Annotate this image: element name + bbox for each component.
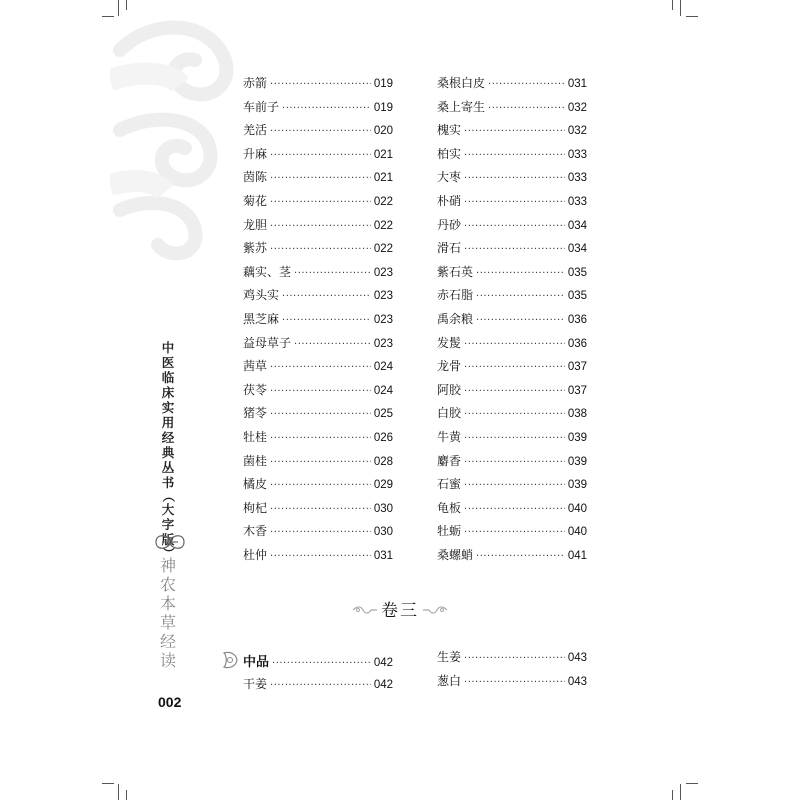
toc-entry-page: 030 xyxy=(373,502,393,515)
dot-leader xyxy=(464,173,565,184)
toc-entry-name: 紫苏 xyxy=(243,241,268,256)
crop-mark-top-right-v2 xyxy=(672,0,673,10)
toc-entry xyxy=(437,216,587,240)
toc-entry-name: 石蜜 xyxy=(437,477,462,492)
toc-entry-page: 024 xyxy=(373,384,393,397)
toc-entry-page: 028 xyxy=(373,455,393,468)
dot-leader xyxy=(476,268,565,279)
dot-leader xyxy=(464,197,565,208)
dot-leader xyxy=(270,150,371,161)
dot-leader xyxy=(464,126,565,137)
crop-mark-top-right-h xyxy=(686,16,698,17)
toc-entry-name: 干姜 xyxy=(243,676,268,691)
crop-mark-bottom-left-v xyxy=(118,784,119,800)
book-title xyxy=(157,556,179,670)
toc-entry-page: 019 xyxy=(373,78,393,90)
toc-entry-name: 猪苓 xyxy=(243,406,268,421)
toc-entry-name: 紫石英 xyxy=(437,264,474,279)
toc-entry-name: 丹砂 xyxy=(437,217,462,232)
toc-entry-name: 禹余粮 xyxy=(437,311,474,326)
series-char: 实 xyxy=(161,400,175,415)
toc-entry-name: 鸡头实 xyxy=(243,288,280,303)
toc-entry-name: 发髲 xyxy=(437,335,462,350)
toc-entry-page: 041 xyxy=(567,549,587,562)
toc-entry-name: 橘皮 xyxy=(243,477,268,492)
toc-entry-page: 037 xyxy=(567,361,587,374)
toc-entry-name: 牡蛎 xyxy=(437,524,462,539)
toc-entry-page: 043 xyxy=(567,675,587,688)
toc-entry xyxy=(243,499,393,523)
toc-entry-name: 茯苓 xyxy=(243,382,268,397)
toc-entry-page: 032 xyxy=(567,101,587,114)
dot-leader xyxy=(270,409,371,420)
dot-leader xyxy=(476,551,565,562)
toc-entry-page: 033 xyxy=(567,195,587,208)
section-heading xyxy=(340,596,460,620)
toc-entry-name: 茜草 xyxy=(243,359,268,374)
dot-leader xyxy=(464,386,565,397)
toc-entry-page: 020 xyxy=(373,125,393,138)
toc-entry-page: 029 xyxy=(373,479,393,492)
toc-entry-name: 滑石 xyxy=(437,241,462,256)
scroll-ornament-right xyxy=(422,605,448,615)
toc-entry-page: 023 xyxy=(373,266,393,279)
toc-entry xyxy=(437,74,587,98)
dot-leader xyxy=(476,315,565,326)
toc-entry-name: 牡桂 xyxy=(243,429,268,444)
toc-entry-page: 039 xyxy=(567,455,587,468)
toc-entry-page: 033 xyxy=(567,172,587,185)
toc-entry-page: 042 xyxy=(373,678,393,691)
dot-leader xyxy=(464,409,565,420)
toc-entry-page: 023 xyxy=(373,337,393,350)
toc-entry xyxy=(243,98,393,122)
series-title xyxy=(157,340,179,559)
toc-entry xyxy=(243,357,393,381)
dot-leader xyxy=(464,244,565,255)
toc-entry xyxy=(243,651,393,675)
toc-entry xyxy=(437,121,587,145)
toc-entry xyxy=(437,357,587,381)
crop-mark-top-left-v2 xyxy=(126,0,127,10)
toc-entry xyxy=(437,404,587,428)
toc-entry-name: 柏实 xyxy=(437,146,462,161)
dot-leader xyxy=(464,362,565,373)
toc-entry-page: 022 xyxy=(373,219,393,232)
toc-entry-name: 木香 xyxy=(243,524,268,539)
toc-entry xyxy=(243,310,393,334)
toc-entry-name: 龙胆 xyxy=(243,217,268,232)
toc-entry xyxy=(437,192,587,216)
toc-entry xyxy=(243,286,393,310)
series-subtitle-char: 字 xyxy=(161,517,175,532)
page-number: 002 xyxy=(158,694,182,710)
toc-entry xyxy=(437,239,587,263)
dot-leader xyxy=(270,551,371,562)
dot-leader xyxy=(464,527,565,538)
toc-entry xyxy=(243,145,393,169)
toc-entry-page: 039 xyxy=(567,479,587,492)
toc-entry-name: 黑芝麻 xyxy=(243,311,280,326)
section-left-column xyxy=(243,651,393,698)
toc-entry-page: 040 xyxy=(567,502,587,515)
dot-leader xyxy=(270,362,371,373)
toc-entry-page: 032 xyxy=(567,125,587,138)
toc-entry-name: 麝香 xyxy=(437,453,462,468)
toc-entry-name: 茵陈 xyxy=(243,170,268,185)
dot-leader xyxy=(464,653,565,664)
toc-entry-name: 桑螺蛸 xyxy=(437,547,474,562)
toc-entry xyxy=(243,239,393,263)
toc-entry-page: 042 xyxy=(373,657,393,669)
series-char: 床 xyxy=(161,385,175,400)
toc-entry-page: 025 xyxy=(373,408,393,421)
dot-leader xyxy=(464,150,565,161)
dot-leader xyxy=(294,268,371,279)
toc-entry xyxy=(437,98,587,122)
dot-leader xyxy=(282,291,371,302)
book-title-char: 农 xyxy=(159,575,176,594)
crop-mark-bottom-left-v2 xyxy=(126,790,127,800)
toc-entry-page: 021 xyxy=(373,148,393,161)
toc-entry-name: 阿胶 xyxy=(437,382,462,397)
dot-leader xyxy=(464,457,565,468)
dot-leader xyxy=(270,504,371,515)
series-char: 临 xyxy=(161,370,175,385)
toc-entry xyxy=(437,168,587,192)
toc-entry xyxy=(243,192,393,216)
dot-leader xyxy=(270,221,371,232)
toc-entry xyxy=(437,546,587,570)
toc-entry-page: 019 xyxy=(373,101,393,114)
toc-entry-name: 赤石脂 xyxy=(437,288,474,303)
knot-ornament xyxy=(152,530,188,554)
series-paren-open: （ xyxy=(161,489,176,503)
toc-entry-name: 车前子 xyxy=(243,99,280,114)
section-heading-text: 卷三 xyxy=(381,601,419,621)
book-title-char: 本 xyxy=(159,594,176,613)
toc-entry xyxy=(243,522,393,546)
toc-entry xyxy=(243,381,393,405)
toc-entry-page: 030 xyxy=(373,526,393,539)
crop-mark-top-right-v xyxy=(680,0,681,16)
dot-leader xyxy=(270,680,371,691)
toc-entry-page: 035 xyxy=(567,290,587,303)
toc-entry xyxy=(243,168,393,192)
toc-entry-name: 桑根白皮 xyxy=(437,76,486,90)
toc-entry-name: 菌桂 xyxy=(243,453,268,468)
book-title-char: 草 xyxy=(159,613,176,632)
dot-leader xyxy=(270,173,371,184)
toc-entry-page: 024 xyxy=(373,361,393,374)
toc-entry-name: 藕实、茎 xyxy=(243,264,292,279)
toc-entry xyxy=(243,452,393,476)
toc-entry-page: 031 xyxy=(373,549,393,562)
toc-entry xyxy=(243,475,393,499)
toc-entry xyxy=(437,648,587,672)
dot-leader xyxy=(464,433,565,444)
toc-entry-page: 023 xyxy=(373,313,393,326)
toc-entry-page: 022 xyxy=(373,195,393,208)
toc-entry xyxy=(437,334,587,358)
toc-entry-name: 龟板 xyxy=(437,500,462,515)
book-title-char: 读 xyxy=(159,651,176,670)
dot-leader xyxy=(270,126,371,137)
toc-entry-name: 葱白 xyxy=(437,673,462,688)
grade-emblem-icon xyxy=(221,651,239,669)
series-paren-close: ） xyxy=(161,546,176,560)
series-char: 书 xyxy=(161,475,175,490)
crop-mark-bottom-right-v xyxy=(680,784,681,800)
toc-entry-page: 037 xyxy=(567,384,587,397)
toc-entry xyxy=(437,381,587,405)
toc-entry xyxy=(437,522,587,546)
dot-leader xyxy=(476,291,565,302)
crop-mark-bottom-left-h xyxy=(102,783,114,784)
toc-entry-page: 036 xyxy=(567,337,587,350)
dot-leader xyxy=(488,103,565,114)
dot-leader xyxy=(270,433,371,444)
toc-right-column xyxy=(437,74,587,569)
toc-entry-page: 036 xyxy=(567,313,587,326)
dot-leader xyxy=(488,79,565,90)
toc-entry-name: 羌活 xyxy=(243,123,268,138)
dot-leader xyxy=(282,103,371,114)
toc-entry xyxy=(437,452,587,476)
toc-entry-name: 菊花 xyxy=(243,193,268,208)
dot-leader xyxy=(282,315,371,326)
dot-leader xyxy=(272,658,371,669)
toc-entry xyxy=(437,672,587,696)
toc-entry-name: 杜仲 xyxy=(243,547,268,562)
toc-left-column xyxy=(243,74,393,569)
toc-entry xyxy=(243,263,393,287)
toc-entry-page: 043 xyxy=(567,652,587,664)
toc-entry-name: 赤箭 xyxy=(243,76,268,90)
toc-entry-page: 023 xyxy=(373,290,393,303)
dot-leader xyxy=(270,480,371,491)
toc-entry-name: 桑上寄生 xyxy=(437,99,486,114)
series-char: 医 xyxy=(161,355,175,370)
series-char: 中 xyxy=(161,340,175,355)
toc-entry-page: 031 xyxy=(567,78,587,90)
series-char: 用 xyxy=(161,415,175,430)
toc-entry xyxy=(437,286,587,310)
toc-entry xyxy=(243,404,393,428)
toc-entry-page: 026 xyxy=(373,431,393,444)
toc-entry-name: 升麻 xyxy=(243,146,268,161)
toc-entry xyxy=(243,334,393,358)
crop-mark-bottom-right-h xyxy=(686,783,698,784)
crop-mark-bottom-right-v2 xyxy=(672,790,673,800)
dot-leader xyxy=(464,504,565,515)
toc-entry-name: 牛黄 xyxy=(437,429,462,444)
toc-entry-name: 益母草子 xyxy=(243,335,292,350)
toc-entry xyxy=(243,74,393,98)
toc-entry xyxy=(437,428,587,452)
toc-entry-name: 中品 xyxy=(243,655,270,670)
toc-entry-page: 035 xyxy=(567,266,587,279)
dot-leader xyxy=(464,221,565,232)
toc-entry-name: 龙骨 xyxy=(437,359,462,374)
series-subtitle-char: 大 xyxy=(161,502,175,517)
dot-leader xyxy=(464,677,565,688)
toc-entry-page: 039 xyxy=(567,431,587,444)
cloud-ornament xyxy=(110,10,260,270)
section-right-column xyxy=(437,648,587,695)
dot-leader xyxy=(270,244,371,255)
toc-entry xyxy=(243,546,393,570)
toc-entry xyxy=(243,428,393,452)
toc-entry xyxy=(437,145,587,169)
dot-leader xyxy=(270,197,371,208)
toc-entry-page: 034 xyxy=(567,243,587,256)
series-char: 丛 xyxy=(161,460,175,475)
toc-entry-page: 034 xyxy=(567,219,587,232)
dot-leader xyxy=(270,386,371,397)
toc-entry xyxy=(437,263,587,287)
toc-entry-page: 038 xyxy=(567,408,587,421)
toc-entry-name: 朴硝 xyxy=(437,193,462,208)
toc-entry xyxy=(243,121,393,145)
toc-entry-page: 040 xyxy=(567,526,587,539)
series-subtitle-char: 版 xyxy=(161,532,175,547)
book-title-char: 神 xyxy=(159,556,176,575)
toc-entry xyxy=(243,675,393,699)
toc-entry-name: 槐实 xyxy=(437,123,462,138)
series-char: 经 xyxy=(161,430,175,445)
book-title-char: 经 xyxy=(159,632,176,651)
toc-entry-name: 白胶 xyxy=(437,406,462,421)
dot-leader xyxy=(464,480,565,491)
toc-entry-page: 021 xyxy=(373,172,393,185)
dot-leader xyxy=(464,339,565,350)
toc-entry-page: 022 xyxy=(373,243,393,256)
dot-leader xyxy=(294,339,371,350)
toc-entry xyxy=(437,310,587,334)
dot-leader xyxy=(270,527,371,538)
toc-entry-page: 033 xyxy=(567,148,587,161)
dot-leader xyxy=(270,79,371,90)
toc-entry-name: 生姜 xyxy=(437,650,462,664)
toc-entry xyxy=(437,475,587,499)
toc-entry xyxy=(437,499,587,523)
toc-entry xyxy=(243,216,393,240)
toc-entry-name: 大枣 xyxy=(437,170,462,185)
toc-entry-name: 枸杞 xyxy=(243,500,268,515)
series-char: 典 xyxy=(161,445,175,460)
dot-leader xyxy=(270,457,371,468)
